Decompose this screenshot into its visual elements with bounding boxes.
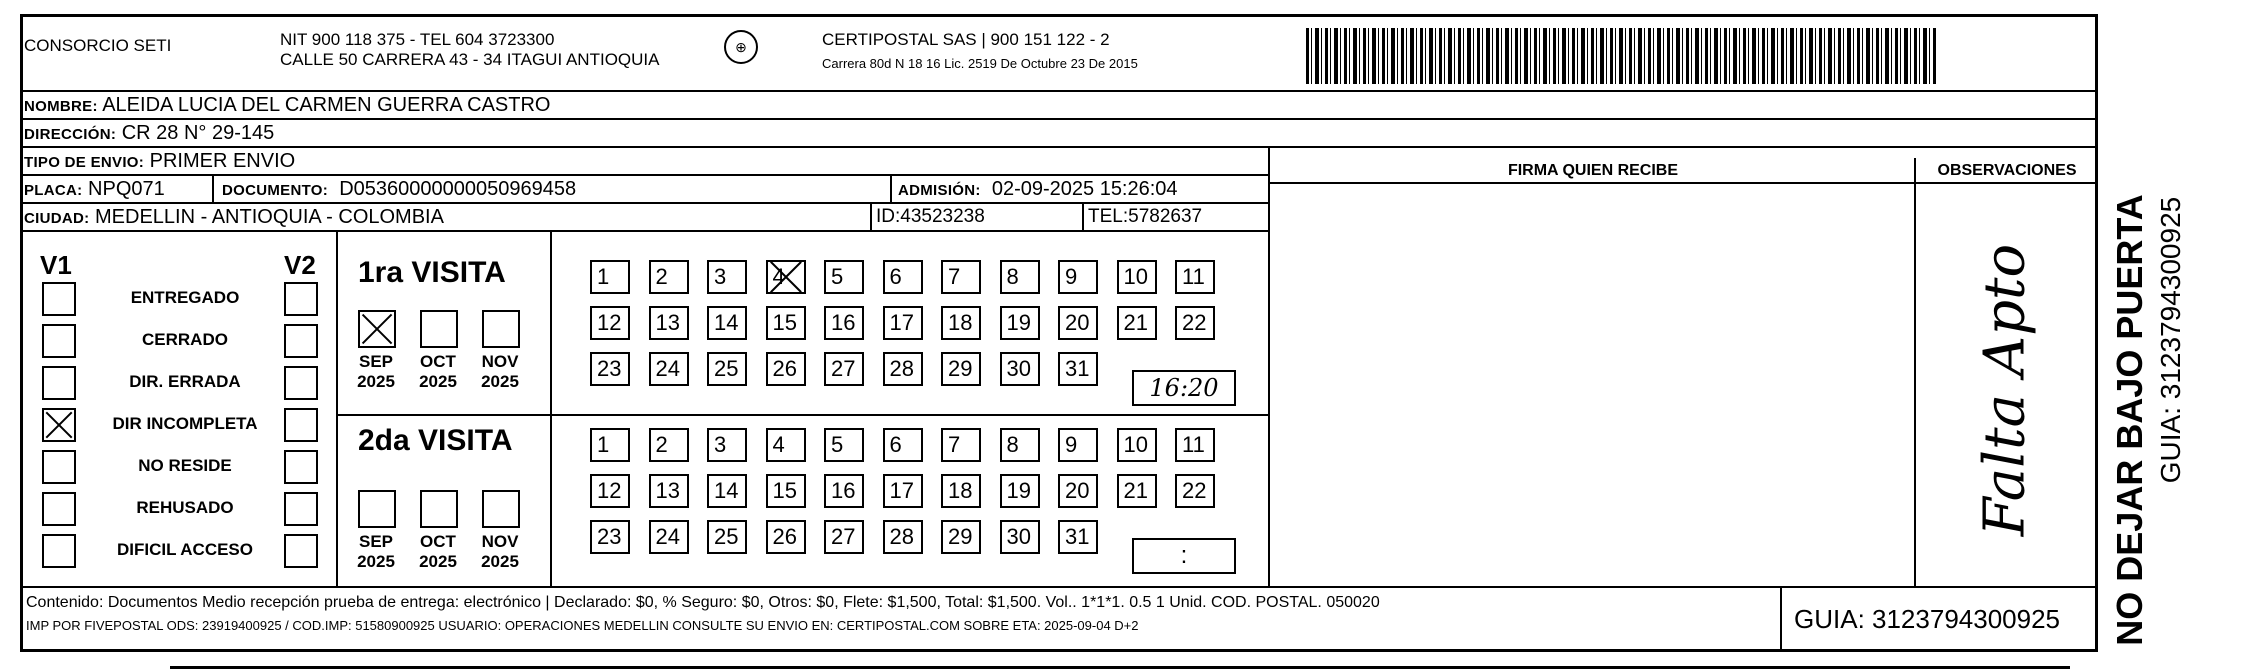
visit1-day-box[interactable]: 27	[824, 352, 864, 386]
visit2-day-box[interactable]: 22	[1175, 474, 1215, 508]
visit1-day-box[interactable]: 20	[1058, 306, 1098, 340]
direccion-label: DIRECCIÓN:	[24, 126, 117, 143]
footer-imp: IMP POR FIVEPOSTAL ODS: 23919400925 / COD.IMP: 51580900925 USUARIO: OPERACIONES MEDELLIN CONSULTE SU ENVIO EN: CERTIPOSTAL.COM SOBRE ETA: 2025-09-04 D+2	[26, 618, 1139, 633]
row-nombre	[22, 92, 2098, 120]
reason-label: NO RESIDE	[138, 456, 232, 475]
visit1-day-box[interactable]: 9	[1058, 260, 1098, 294]
visit2-day-box[interactable]: 15	[766, 474, 806, 508]
visit2-day-box[interactable]: 10	[1117, 428, 1157, 462]
divider	[1914, 158, 1916, 586]
visit2-day-box[interactable]: 6	[883, 428, 923, 462]
v2-checkbox[interactable]	[284, 450, 318, 484]
visit1-day-box[interactable]: 7	[941, 260, 981, 294]
visit1-month-label: NOV	[481, 352, 519, 371]
v2-checkbox[interactable]	[284, 324, 318, 358]
visit1-day-box[interactable]: 26	[766, 352, 806, 386]
visit2-day-box[interactable]: 27	[824, 520, 864, 554]
visit1-day-box[interactable]: 5	[824, 260, 864, 294]
placa-value: NPQ071	[88, 178, 165, 200]
tipo-label: TIPO DE ENVIO:	[24, 154, 145, 171]
visit1-month-checkbox[interactable]	[482, 310, 520, 348]
v1-header: V1	[40, 250, 72, 280]
visit2-month-label: SEP	[358, 532, 394, 551]
visit1-time: 16:20	[1132, 370, 1236, 406]
visit2-year-label: 2025	[481, 552, 519, 571]
row-ciudad	[22, 204, 1270, 232]
visit1-day-box[interactable]: 12	[590, 306, 630, 340]
observaciones-header: OBSERVACIONES	[1937, 162, 2077, 179]
side-notice: NO DEJAR BAJO PUERTA	[2109, 194, 2150, 646]
visit1-day-box[interactable]: 3	[707, 260, 747, 294]
visit1-day-box[interactable]: 1	[590, 260, 630, 294]
divider	[170, 666, 2070, 669]
visit2-day-box[interactable]: 28	[883, 520, 923, 554]
visit2-day-box[interactable]: 30	[1000, 520, 1040, 554]
visit1-day-box[interactable]: 6	[883, 260, 923, 294]
nombre-label: NOMBRE:	[24, 98, 98, 115]
handwritten-note: Falta Apto	[1972, 243, 2038, 537]
divider	[2096, 148, 2098, 586]
divider	[336, 414, 1268, 416]
carrier-name: CERTIPOSTAL SAS | 900 151 122 - 2	[822, 30, 1110, 49]
visit1-day-box[interactable]: 29	[941, 352, 981, 386]
visit1-day-box[interactable]: 23	[590, 352, 630, 386]
reason-label: DIFICIL ACCESO	[116, 540, 253, 559]
visit1-day-box[interactable]: 18	[941, 306, 981, 340]
visit2-month-checkbox[interactable]	[482, 490, 520, 528]
row-direccion	[22, 120, 2098, 148]
visit2-day-box[interactable]: 8	[1000, 428, 1040, 462]
footer-guia: GUIA: 3123794300925	[1794, 604, 2060, 634]
visit2-year-label: 2025	[357, 552, 395, 571]
v2-header: V2	[284, 250, 316, 280]
visit1-month-checkbox[interactable]	[358, 310, 396, 348]
visit2-day-box[interactable]: 24	[649, 520, 689, 554]
visit2-day-box[interactable]: 16	[824, 474, 864, 508]
side-guia: GUIA: 3123794300925	[2155, 196, 2186, 484]
barcode	[1306, 28, 1938, 84]
visit2-time: :	[1132, 538, 1236, 574]
v1-checkbox[interactable]	[42, 366, 76, 400]
company-name: CONSORCIO SETI	[24, 36, 172, 55]
visit1-day-box[interactable]: 21	[1117, 306, 1157, 340]
documento-label: DOCUMENTO:	[222, 182, 329, 199]
firma-header: FIRMA QUIEN RECIBE	[1507, 162, 1679, 179]
carrier-license: Carrera 80d N 18 16 Lic. 2519 De Octubre 23 De 2015	[822, 56, 1138, 71]
admision-value: 02-09-2025 15:26:04	[991, 178, 1178, 200]
tel-value: TEL:5782637	[1088, 206, 1203, 227]
company-address: CALLE 50 CARRERA 43 - 34 ITAGUI ANTIOQUIA	[280, 50, 660, 69]
direccion-value: CR 28 N° 29-145	[121, 122, 275, 144]
id-value: ID:43523238	[876, 206, 985, 227]
v1-checkbox[interactable]	[42, 324, 76, 358]
visit1-day-box[interactable]: 2	[649, 260, 689, 294]
visit2-day-box[interactable]: 13	[649, 474, 689, 508]
visit1-year-label: 2025	[419, 372, 457, 391]
visit2-month-label: OCT	[420, 532, 456, 551]
row-placa	[22, 176, 1270, 204]
visit1-day-box[interactable]: 14	[707, 306, 747, 340]
visit2-day-box[interactable]: 3	[707, 428, 747, 462]
visit1-day-box[interactable]: 11	[1175, 260, 1215, 294]
visit2-day-box[interactable]: 7	[941, 428, 981, 462]
visit1-day-box[interactable]: 22	[1175, 306, 1215, 340]
visit1-title: 1ra VISITA	[358, 256, 506, 289]
footer-contenido: Contenido: Documentos Medio recepción prueba de entrega: electrónico | Declarado: $0, % Seguro: $0, Otros: $0, Flete: $1,500, Total: $1,500. Vol.. 1*1*1. 0.5 1 Unid. COD. POSTAL. 050020	[26, 594, 1380, 611]
divider	[212, 176, 214, 202]
visit1-day-box[interactable]: 31	[1058, 352, 1098, 386]
visit2-day-box[interactable]: 12	[590, 474, 630, 508]
visit2-day-box[interactable]: 2	[649, 428, 689, 462]
visit2-day-box[interactable]: 11	[1175, 428, 1215, 462]
visit2-day-box[interactable]: 18	[941, 474, 981, 508]
reason-label: DIR INCOMPLETA	[112, 414, 258, 433]
visit1-day-box[interactable]: 15	[766, 306, 806, 340]
visit2-month-checkbox[interactable]	[420, 490, 458, 528]
visit2-day-box[interactable]: 31	[1058, 520, 1098, 554]
visit1-day-box[interactable]: 13	[649, 306, 689, 340]
visit2-day-box[interactable]: 9	[1058, 428, 1098, 462]
visit1-day-box[interactable]: 17	[883, 306, 923, 340]
visit1-day-box[interactable]: 30	[1000, 352, 1040, 386]
visit2-day-box[interactable]: 14	[707, 474, 747, 508]
v2-checkbox[interactable]	[284, 534, 318, 568]
v1-checkbox[interactable]	[42, 282, 76, 316]
divider	[1780, 586, 1782, 650]
visit2-day-box[interactable]: 25	[707, 520, 747, 554]
visit2-day-box[interactable]: 21	[1117, 474, 1157, 508]
visit1-day-box[interactable]: 24	[649, 352, 689, 386]
v2-checkbox[interactable]	[284, 366, 318, 400]
certipostal-logo-icon: ⊕	[724, 30, 758, 64]
visit1-day-box[interactable]: 25	[707, 352, 747, 386]
reason-label: DIR. ERRADA	[129, 372, 241, 391]
visit2-day-box[interactable]: 5	[824, 428, 864, 462]
visit2-day-box[interactable]: 1	[590, 428, 630, 462]
reason-label: REHUSADO	[136, 498, 234, 517]
visit2-month-checkbox[interactable]	[358, 490, 396, 528]
reason-label: CERRADO	[142, 330, 228, 349]
divider	[870, 204, 872, 230]
visit2-day-box[interactable]: 29	[941, 520, 981, 554]
nombre-value: ALEIDA LUCIA DEL CARMEN GUERRA CASTRO	[102, 94, 551, 116]
visit1-year-label: 2025	[357, 372, 395, 391]
tipo-value: PRIMER ENVIO	[149, 150, 296, 172]
v2-checkbox[interactable]	[284, 282, 318, 316]
divider	[336, 232, 338, 586]
v1-checkbox[interactable]	[42, 408, 76, 442]
placa-label: PLACA:	[24, 182, 83, 199]
divider	[22, 586, 2098, 588]
reason-label: ENTREGADO	[130, 288, 240, 307]
visit1-month-label: SEP	[358, 352, 394, 371]
visit1-day-box[interactable]: 28	[883, 352, 923, 386]
visit1-month-label: OCT	[420, 352, 456, 371]
divider	[1082, 204, 1084, 230]
visit1-day-box[interactable]: 4	[766, 260, 806, 294]
v2-checkbox[interactable]	[284, 492, 318, 526]
visit2-day-box[interactable]: 26	[766, 520, 806, 554]
ciudad-label: CIUDAD:	[24, 210, 90, 227]
ciudad-value: MEDELLIN - ANTIOQUIA - COLOMBIA	[95, 206, 444, 228]
divider	[1268, 148, 1270, 586]
visit1-year-label: 2025	[481, 372, 519, 391]
company-nit-tel: NIT 900 118 375 - TEL 604 3723300	[280, 30, 555, 49]
visit2-day-box[interactable]: 17	[883, 474, 923, 508]
v2-checkbox[interactable]	[284, 408, 318, 442]
v1-checkbox[interactable]	[42, 534, 76, 568]
v1-checkbox[interactable]	[42, 492, 76, 526]
visit1-day-box[interactable]: 10	[1117, 260, 1157, 294]
visit2-day-box[interactable]: 20	[1058, 474, 1098, 508]
visit2-day-box[interactable]: 4	[766, 428, 806, 462]
visit1-day-box[interactable]: 8	[1000, 260, 1040, 294]
v1-checkbox[interactable]	[42, 450, 76, 484]
visit1-day-box[interactable]: 16	[824, 306, 864, 340]
visit2-year-label: 2025	[419, 552, 457, 571]
visit2-day-box[interactable]: 19	[1000, 474, 1040, 508]
documento-value: D05360000000050969458	[339, 178, 577, 200]
visit1-day-box[interactable]: 19	[1000, 306, 1040, 340]
divider	[890, 176, 892, 202]
admision-label: ADMISIÓN:	[898, 182, 981, 199]
divider	[550, 232, 552, 586]
visit2-month-label: NOV	[481, 532, 519, 551]
visit2-day-box[interactable]: 23	[590, 520, 630, 554]
visit1-month-checkbox[interactable]	[420, 310, 458, 348]
visit2-title: 2da VISITA	[358, 424, 513, 457]
